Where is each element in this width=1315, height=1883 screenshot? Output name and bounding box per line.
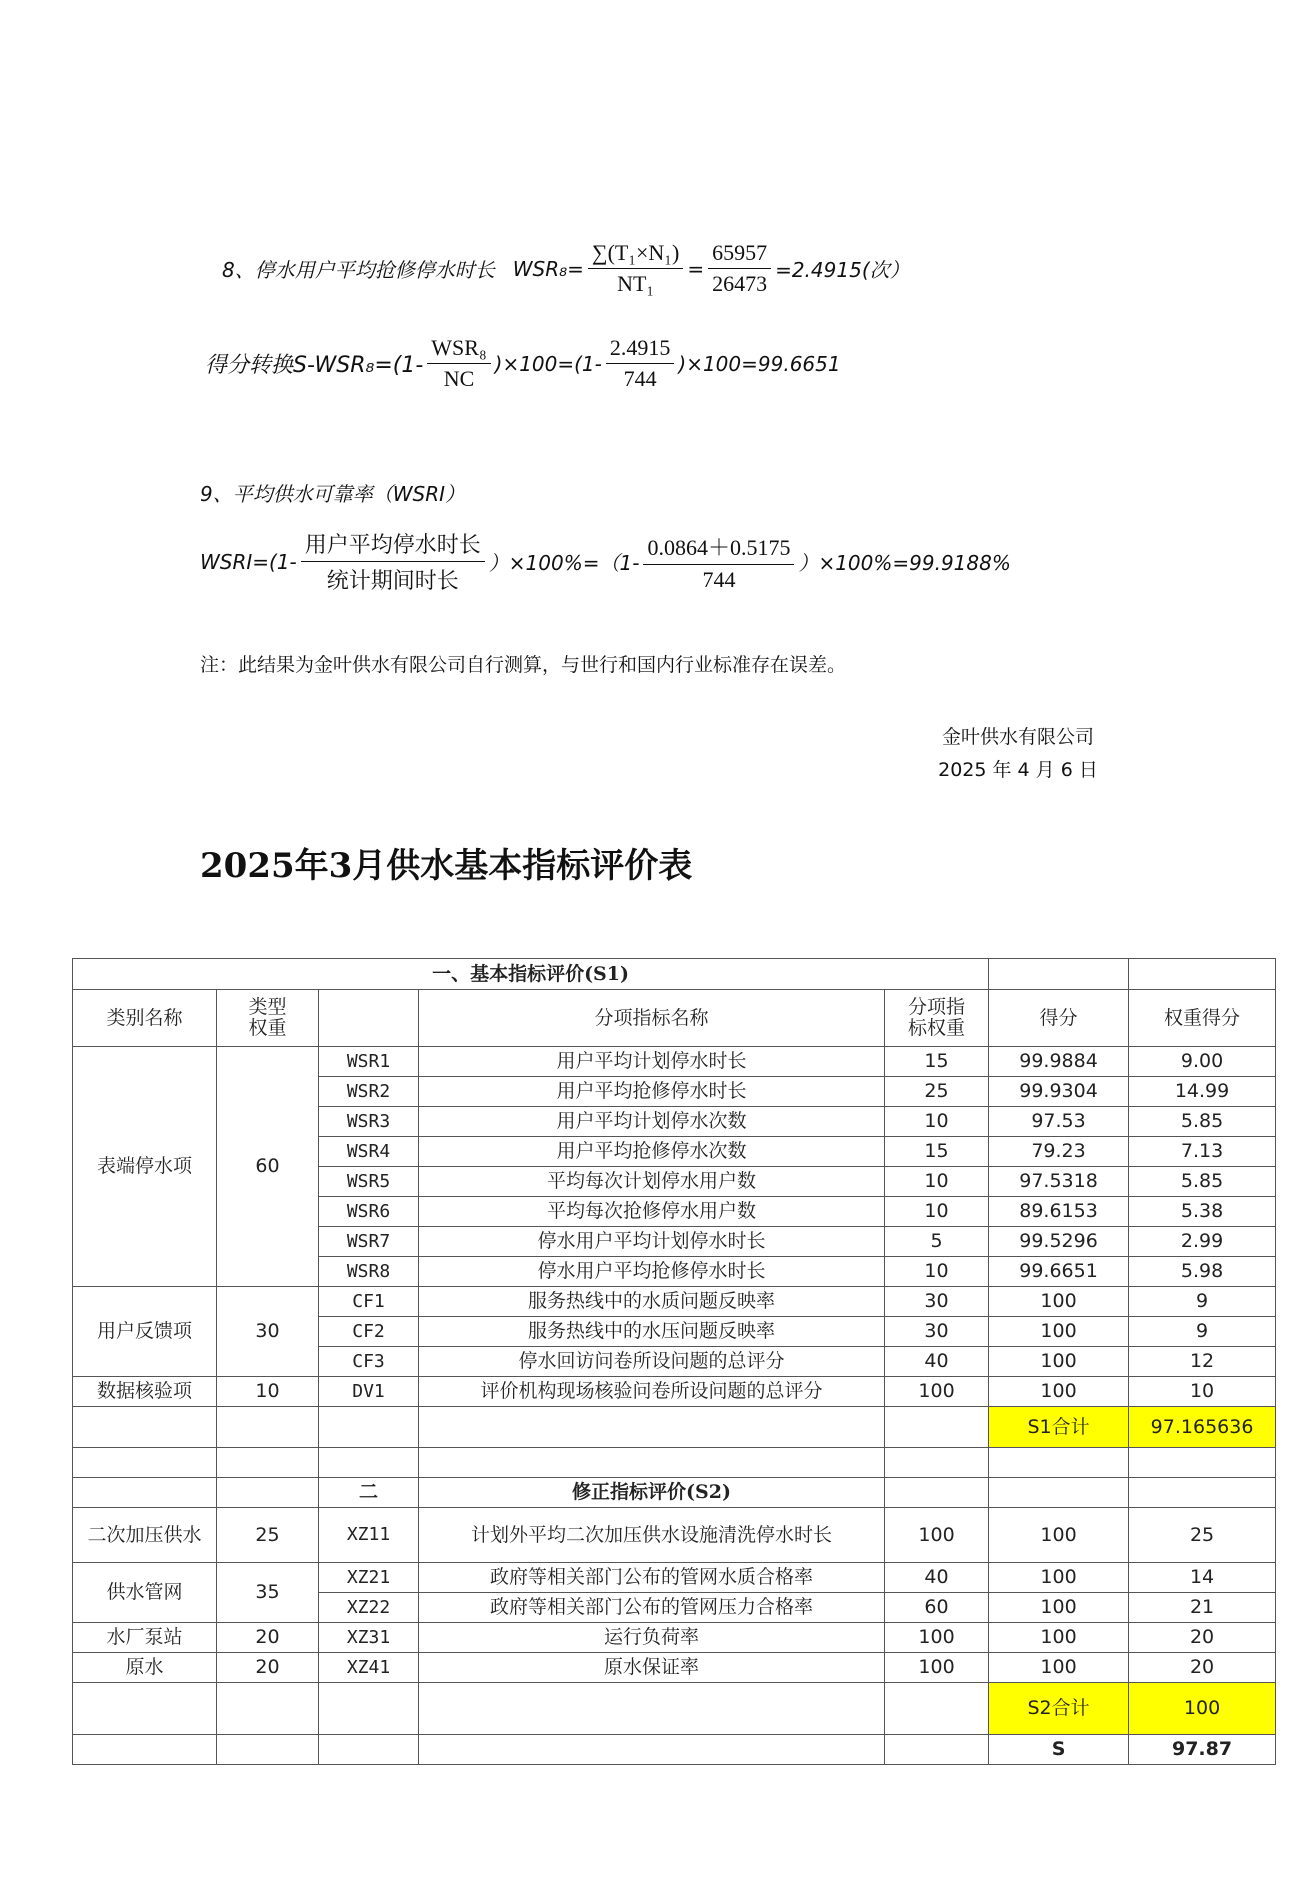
fraction-denominator: 744 [623,366,657,391]
header-item-name: 分项指标名称 [419,990,885,1047]
item-score: 99.9884 [989,1047,1129,1077]
formula-9-fraction-2 [643,531,794,593]
item-weighted-score: 9.00 [1129,1047,1276,1077]
item-code: WSR3 [319,1107,419,1137]
table-title: 2025年3月供水基本指标评价表 [200,846,693,886]
fraction-denominator: NC [443,366,475,391]
item-code: WSR7 [319,1227,419,1257]
empty-cell [885,1407,989,1448]
item-name: 用户平均计划停水次数 [419,1107,885,1137]
s1-total-row [73,1407,1276,1448]
item-score: 97.53 [989,1107,1129,1137]
group-name: 二次加压供水 [73,1508,217,1563]
signature-company: 金叶供水有限公司 [941,726,1094,748]
group-name: 原水 [73,1653,217,1683]
score-conversion-mid: )×100=(1- [494,351,602,376]
item-weighted-score: 9 [1129,1287,1276,1317]
item-name: 停水用户平均抢修停水时长 [419,1257,885,1287]
item-weighted-score: 5.98 [1129,1257,1276,1287]
formula-8-fraction-1 [588,240,683,297]
item-code: WSR6 [319,1197,419,1227]
item-code: WSR2 [319,1077,419,1107]
item-code: XZ31 [319,1623,419,1653]
item-weighted-score: 2.99 [1129,1227,1276,1257]
empty-cell [419,1735,885,1765]
item-weighted-score: 7.13 [1129,1137,1276,1167]
item-name: 平均每次抢修停水用户数 [419,1197,885,1227]
score-fraction-1 [427,335,490,392]
group-name: 供水管网 [73,1563,217,1623]
empty-cell [217,1478,319,1508]
header-code [319,990,419,1047]
item-score: 100 [989,1593,1129,1623]
item-name: 原水保证率 [419,1653,885,1683]
item-weight: 15 [885,1137,989,1167]
formula-9-label: 9、平均供水可靠率（WSRI） [200,482,465,506]
item-code: WSR8 [319,1257,419,1287]
empty-cell [73,1407,217,1448]
empty-cell [73,1478,217,1508]
empty-cell [319,1407,419,1448]
section-2-header-row [73,1478,1276,1508]
s2-total-value: 100 [1129,1683,1276,1735]
score-fraction-2 [606,335,675,392]
table-row [73,1508,1276,1563]
empty-cell [217,1683,319,1735]
empty-cell [1129,959,1276,990]
s2-total-label: S2合计 [989,1683,1129,1735]
item-code: DV1 [319,1377,419,1407]
group-weight: 60 [217,1047,319,1287]
item-score: 100 [989,1653,1129,1683]
score-conversion-8 [205,335,841,392]
final-score-value: 97.87 [1129,1735,1276,1765]
item-weighted-score: 9 [1129,1317,1276,1347]
section-2-prefix: 二 [319,1478,419,1508]
item-score: 100 [989,1377,1129,1407]
fraction-denominator: 744 [702,566,736,592]
s1-total-value: 97.165636 [1129,1407,1276,1448]
group-weight: 20 [217,1653,319,1683]
item-score: 79.23 [989,1137,1129,1167]
item-score: 100 [989,1287,1129,1317]
section-1-header-row [73,959,1276,990]
formula-8-equals: = [687,256,705,281]
item-name: 运行负荷率 [419,1623,885,1653]
item-weight: 100 [885,1653,989,1683]
item-weight: 25 [885,1077,989,1107]
formula-9-mid: ）×100%=（1- [488,551,640,575]
group-weight: 35 [217,1563,319,1623]
table-row [73,1047,1276,1077]
spacer-row [73,1448,1276,1478]
formula-8-result: =2.4915(次） [775,258,910,282]
item-score: 99.5296 [989,1227,1129,1257]
empty-cell [989,1478,1129,1508]
item-name: 服务热线中的水质问题反映率 [419,1287,885,1317]
item-weight: 30 [885,1287,989,1317]
header-category: 类别名称 [73,990,217,1047]
fraction-numerator: 0.0864＋0.5175 [643,531,794,565]
header-score: 得分 [989,990,1129,1047]
table-row [73,1377,1276,1407]
table-row [73,1287,1276,1317]
section-2-title: 修正指标评价(S2) [419,1478,885,1508]
item-code: CF2 [319,1317,419,1347]
empty-cell [73,1683,217,1735]
item-score: 100 [989,1317,1129,1347]
formula-9-lhs: WSRI=(1- [200,549,297,574]
item-code: XZ41 [319,1653,419,1683]
group-name: 水厂泵站 [73,1623,217,1653]
final-score-label: S [989,1735,1129,1765]
item-weight: 30 [885,1317,989,1347]
group-name: 用户反馈项 [73,1287,217,1377]
fraction-numerator: 用户平均停水时长 [301,528,485,562]
fraction-denominator: 26473 [712,271,768,296]
item-name: 计划外平均二次加压供水设施清洗停水时长 [419,1508,885,1563]
item-weighted-score: 20 [1129,1653,1276,1683]
item-name: 用户平均抢修停水时长 [419,1077,885,1107]
formula-9-result: ）×100%=99.9188% [798,551,1011,575]
formula-8-label: 8、停水用户平均抢修停水时长 [222,258,495,282]
item-weight: 10 [885,1107,989,1137]
empty-cell [419,1683,885,1735]
empty-cell [319,1448,419,1478]
empty-cell [885,1735,989,1765]
item-score: 100 [989,1623,1129,1653]
item-name: 评价机构现场核验问卷所设问题的总评分 [419,1377,885,1407]
disclaimer-note: 注：此结果为金叶供水有限公司自行测算，与世行和国内行业标准存在误差。 [200,654,847,676]
item-score: 99.6651 [989,1257,1129,1287]
formula-9 [200,528,1011,595]
formula-9-fraction-1 [301,528,485,595]
formula-8 [222,240,910,297]
item-weight: 100 [885,1377,989,1407]
item-weight: 10 [885,1257,989,1287]
empty-cell [419,1407,885,1448]
item-weight: 5 [885,1227,989,1257]
empty-cell [989,1448,1129,1478]
item-weighted-score: 10 [1129,1377,1276,1407]
item-code: WSR5 [319,1167,419,1197]
table-row [73,1623,1276,1653]
item-code: XZ22 [319,1593,419,1623]
empty-cell [73,1448,217,1478]
item-code: XZ21 [319,1563,419,1593]
fraction-numerator: WSR₈ [427,335,490,364]
empty-cell [885,1478,989,1508]
item-weight: 40 [885,1563,989,1593]
item-code: CF1 [319,1287,419,1317]
item-weighted-score: 20 [1129,1623,1276,1653]
item-weighted-score: 21 [1129,1593,1276,1623]
header-weighted-score: 权重得分 [1129,990,1276,1047]
score-conversion-label: 得分转换S-WSR₈=(1- [205,353,424,378]
empty-cell [1129,1448,1276,1478]
empty-cell [885,1448,989,1478]
item-weight: 10 [885,1197,989,1227]
item-name: 停水用户平均计划停水时长 [419,1227,885,1257]
item-code: XZ11 [319,1508,419,1563]
header-type-weight: 类型 权重 [217,990,319,1047]
empty-cell [217,1735,319,1765]
item-score: 99.9304 [989,1077,1129,1107]
empty-cell [217,1407,319,1448]
group-weight: 20 [217,1623,319,1653]
group-name: 表端停水项 [73,1047,217,1287]
table-row [73,1653,1276,1683]
fraction-numerator: 2.4915 [606,335,675,364]
empty-cell [1129,1478,1276,1508]
group-weight: 30 [217,1287,319,1377]
empty-cell [217,1448,319,1478]
section-1-title: 一、基本指标评价(S1) [73,959,989,990]
item-score: 97.5318 [989,1167,1129,1197]
empty-cell [989,959,1129,990]
item-weight: 100 [885,1623,989,1653]
column-header-row [73,990,1276,1047]
item-name: 用户平均抢修停水次数 [419,1137,885,1167]
empty-cell [73,1735,217,1765]
signature-date: 2025 年 4 月 6 日 [938,759,1098,781]
evaluation-table [72,958,1276,1765]
item-weight: 40 [885,1347,989,1377]
final-score-row [73,1735,1276,1765]
item-name: 平均每次计划停水用户数 [419,1167,885,1197]
group-weight: 10 [217,1377,319,1407]
group-name: 数据核验项 [73,1377,217,1407]
item-weighted-score: 12 [1129,1347,1276,1377]
item-code: WSR4 [319,1137,419,1167]
item-weighted-score: 25 [1129,1508,1276,1563]
item-weighted-score: 14.99 [1129,1077,1276,1107]
item-name: 服务热线中的水压问题反映率 [419,1317,885,1347]
group-weight: 25 [217,1508,319,1563]
fraction-denominator: NT₁ [617,271,655,296]
s2-total-row [73,1683,1276,1735]
formula-8-fraction-2 [708,240,771,297]
item-weighted-score: 5.38 [1129,1197,1276,1227]
item-score: 100 [989,1508,1129,1563]
item-name: 政府等相关部门公布的管网水质合格率 [419,1563,885,1593]
item-weighted-score: 5.85 [1129,1107,1276,1137]
empty-cell [419,1448,885,1478]
item-name: 停水回访问卷所设问题的总评分 [419,1347,885,1377]
item-weight: 15 [885,1047,989,1077]
item-code: WSR1 [319,1047,419,1077]
item-score: 89.6153 [989,1197,1129,1227]
fraction-numerator: ∑(T₁×N₁) [588,240,683,269]
table-row [73,1563,1276,1593]
item-score: 100 [989,1347,1129,1377]
item-weight: 10 [885,1167,989,1197]
fraction-denominator: 统计期间时长 [326,569,459,594]
formula-8-lhs: WSR₈= [512,256,584,281]
fraction-numerator: 65957 [708,240,771,269]
item-weight: 60 [885,1593,989,1623]
item-weight: 100 [885,1508,989,1563]
item-name: 用户平均计划停水时长 [419,1047,885,1077]
empty-cell [319,1735,419,1765]
item-weighted-score: 5.85 [1129,1167,1276,1197]
item-weighted-score: 14 [1129,1563,1276,1593]
item-code: CF3 [319,1347,419,1377]
empty-cell [885,1683,989,1735]
header-item-weight: 分项指 标权重 [885,990,989,1047]
score-conversion-result: )×100=99.6651 [678,351,841,376]
item-score: 100 [989,1563,1129,1593]
item-name: 政府等相关部门公布的管网压力合格率 [419,1593,885,1623]
s1-total-label: S1合计 [989,1407,1129,1448]
empty-cell [319,1683,419,1735]
